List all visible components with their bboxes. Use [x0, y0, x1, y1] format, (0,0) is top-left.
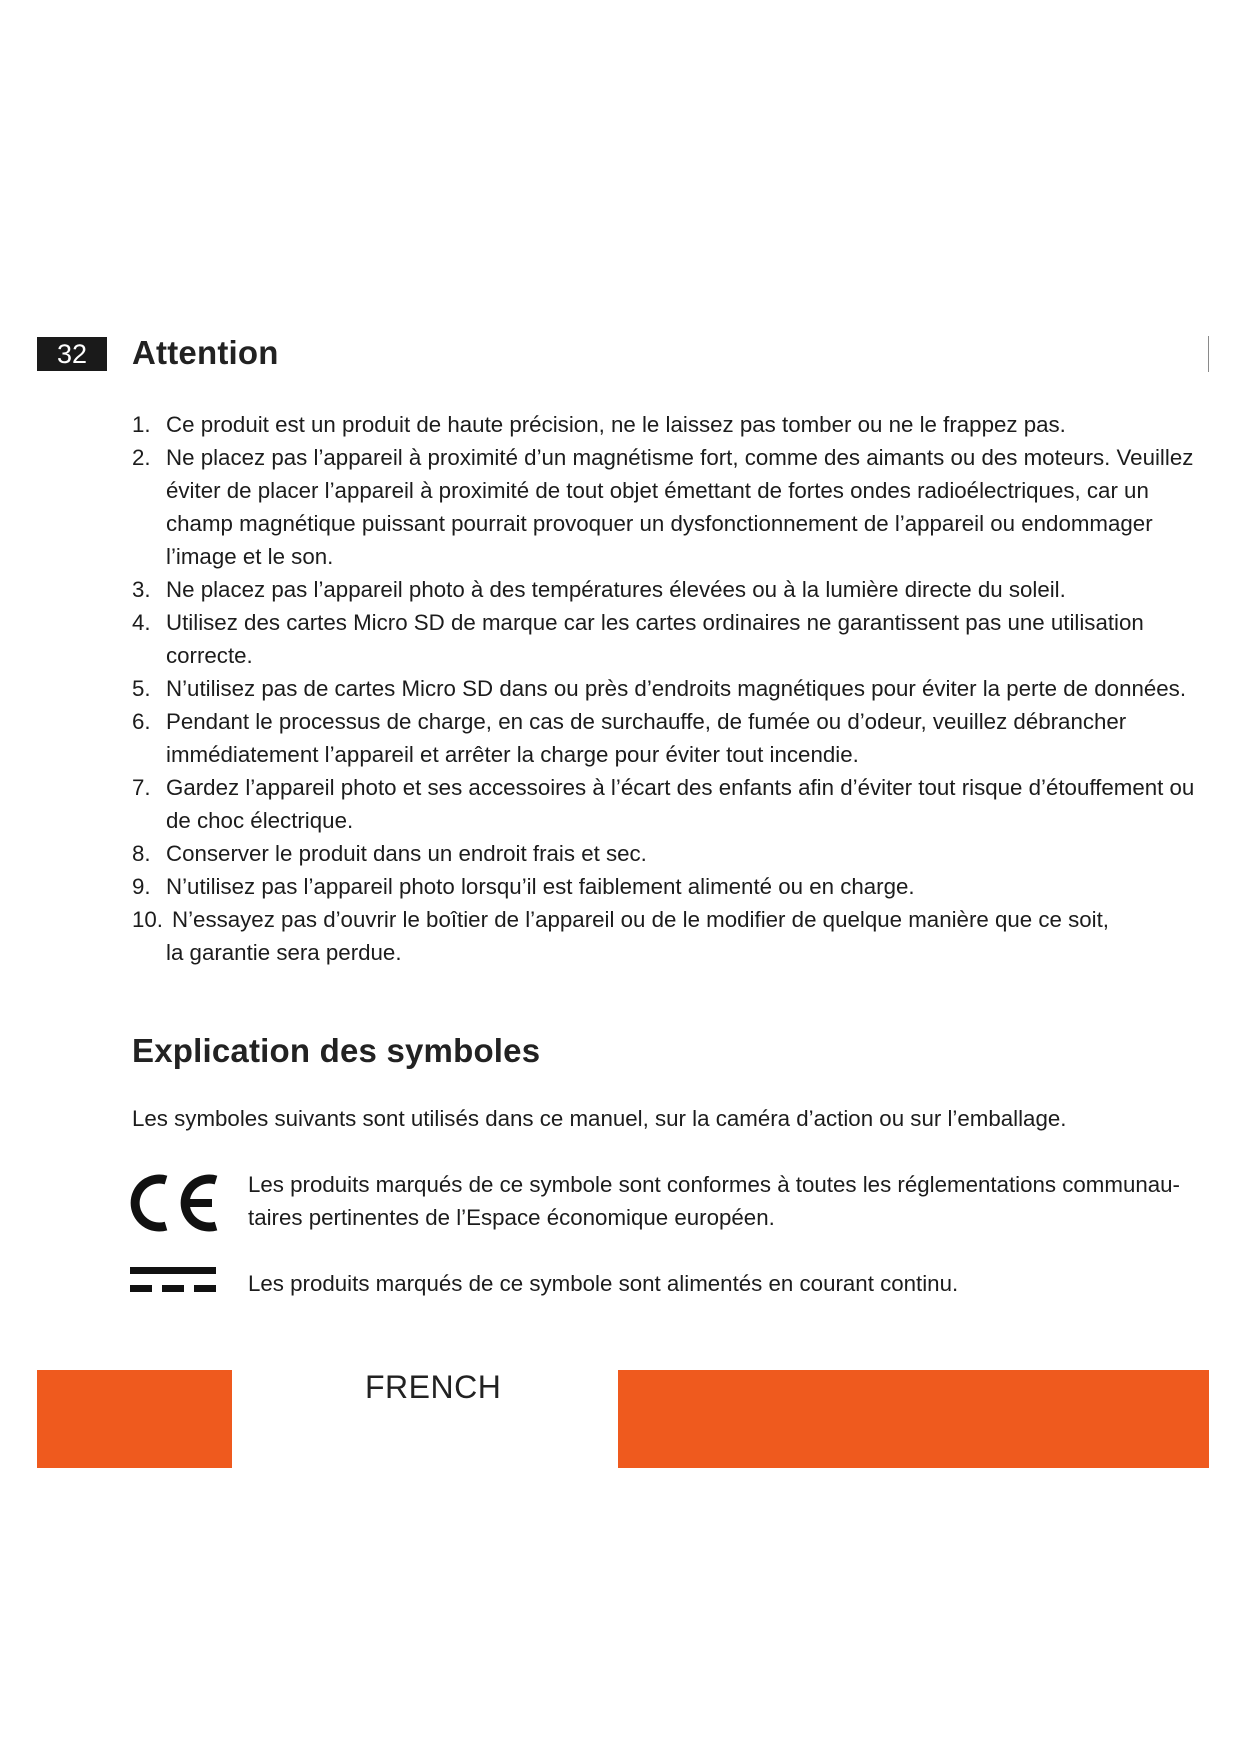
symbols-heading: Explication des symboles [132, 1032, 541, 1069]
footer-language: FRENCH [365, 1369, 502, 1405]
list-item: 2. Ne placez pas l’appareil à proximité d’un magnétisme fort, comme des aimants ou des moteurs. Veuillez éviter de placer l’appareil à proximité de tout objet émettant de fortes ondes radioélectriques, car un champ magnétique puissant pourrait provoquer un dysfonctionnement de l’appareil ou endommager l’image et le son. [132, 445, 1194, 569]
list-item: 8. Conserver le produit dans un endroit frais et sec. [132, 841, 647, 866]
list-item: 1. Ce produit est un produit de haute précision, ne le laissez pas tomber ou ne le frappez pas. [132, 412, 1066, 437]
page-number: 32 [37, 337, 107, 371]
attention-heading: Attention [132, 334, 279, 371]
symbols-intro: Les symboles suivants sont utilisés dans ce manuel, sur la caméra d’action ou sur l’emballage. [132, 1106, 1067, 1131]
list-item: 6. Pendant le processus de charge, en cas de surchauffe, de fumée ou d’odeur, veuillez débrancher immédiatement l’appareil et arrêter la charge pour éviter tout incendie. [132, 709, 1127, 767]
list-item: 9. N’utilisez pas l’appareil photo lorsqu’il est faiblement alimenté ou en charge. [132, 874, 915, 899]
list-item: 7. Gardez l’appareil photo et ses accessoires à l’écart des enfants afin d’éviter tout risque d’étouffement ou de choc électrique. [132, 775, 1195, 833]
footer-accent-left [37, 1370, 232, 1468]
list-item: 5. N’utilisez pas de cartes Micro SD dans ou près d’endroits magnétiques pour éviter la perte de données. [132, 676, 1187, 701]
list-item: 3. Ne placez pas l’appareil photo à des températures élevées ou à la lumière directe du soleil. [132, 577, 1066, 602]
direct-current-icon [130, 1263, 216, 1297]
list-item: 4. Utilisez des cartes Micro SD de marque car les cartes ordinaires ne garantissent pas une utilisation correcte. [132, 610, 1144, 668]
attention-list [132, 408, 1195, 969]
header-rule [1208, 336, 1209, 372]
ce-mark-icon [128, 1172, 220, 1234]
list-item: 10. N’essayez pas d’ouvrir le boîtier de l’appareil ou de le modifier de quelque manière que ce soit, la garantie sera perdue. [132, 907, 1110, 965]
footer-accent-right [618, 1370, 1209, 1468]
ce-description: Les produits marqués de ce symbole sont conformes à toutes les réglementations communau- taires pertinentes de l’Espace économique européen. [248, 1172, 1180, 1230]
dc-description: Les produits marqués de ce symbole sont alimentés en courant continu. [248, 1271, 959, 1296]
